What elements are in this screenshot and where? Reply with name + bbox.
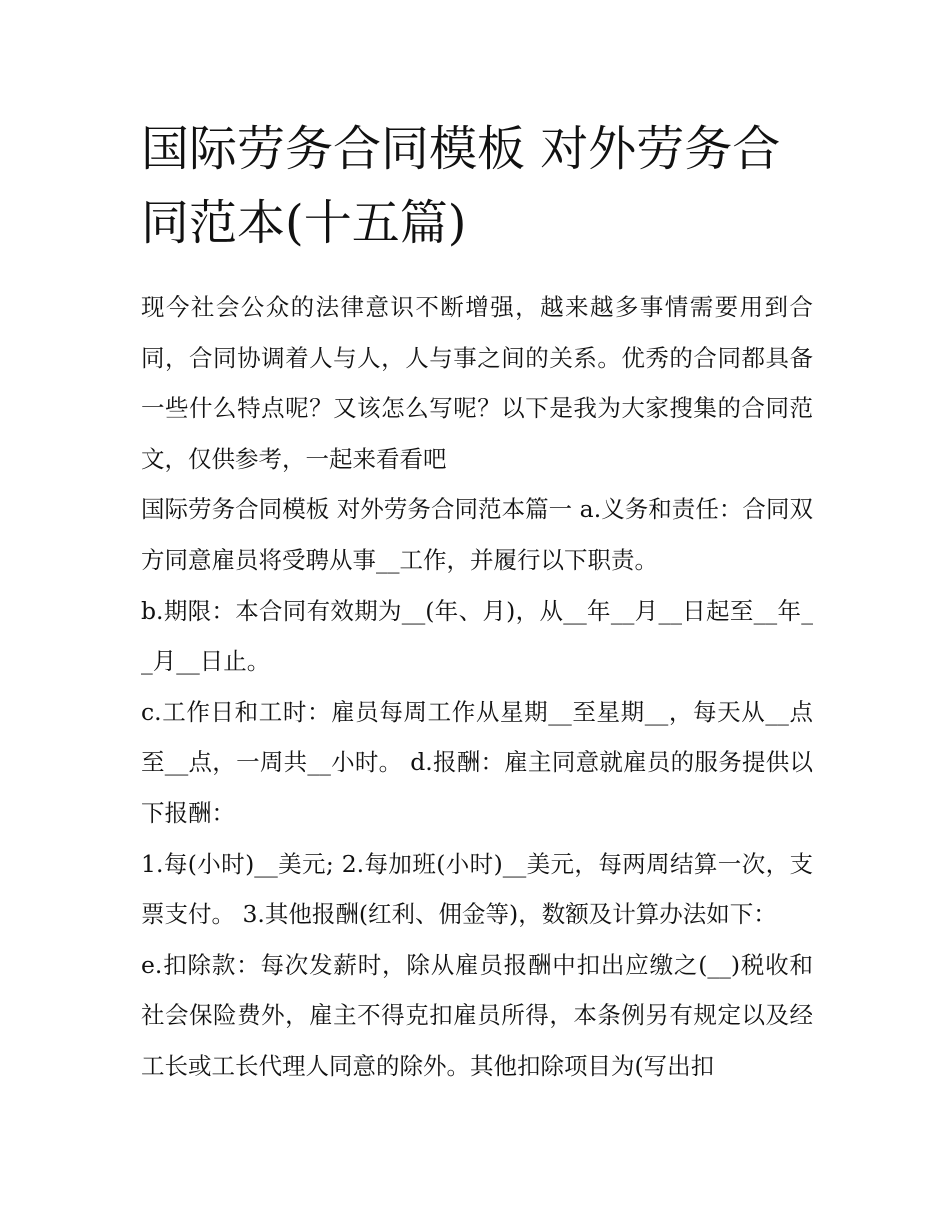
paragraph-intro: 现今社会公众的法律意识不断增强，越来越多事情需要用到合同，合同协调着人与人，人与事之间的关系。优秀的合同都具备一些什么特点呢？又该怎么写呢？以下是我为大家搜集的合同范文，仅供参考，一起来看看吧 <box>141 293 813 473</box>
paragraph-compensation: 1.每(小时)__美元; 2.每加班(小时)__美元，每两周结算一次，支票支付。 3.其他报酬(红利、佣金等)，数额及计算办法如下： <box>141 849 813 929</box>
paragraph-working-hours: c.工作日和工时：雇员每周工作从星期__至星期__，每天从__点至__点，一周共__小时。 d.报酬：雇主同意就雇员的服务提供以下报酬： <box>141 697 813 827</box>
document-title: 国际劳务合同模板 对外劳务合同范本(十五篇) <box>141 121 781 251</box>
paragraph-deductions: e.扣除款：每次发薪时，除从雇员报酬中扣出应缴之(__)税收和社会保险费外，雇主不得克扣雇员所得，本条例另有规定以及经工长或工长代理人同意的除外。其他扣除项目为(写出扣 <box>141 950 813 1080</box>
paragraph-term: b.期限：本合同有效期为__(年、月)，从__年__月__日起至__年__月__日止。 <box>141 596 813 676</box>
document-body <box>141 282 813 1092</box>
paragraph-duties: 国际劳务合同模板 对外劳务合同范本篇一 a.义务和责任：合同双方同意雇员将受聘从事__工作，并履行以下职责。 <box>141 495 813 574</box>
